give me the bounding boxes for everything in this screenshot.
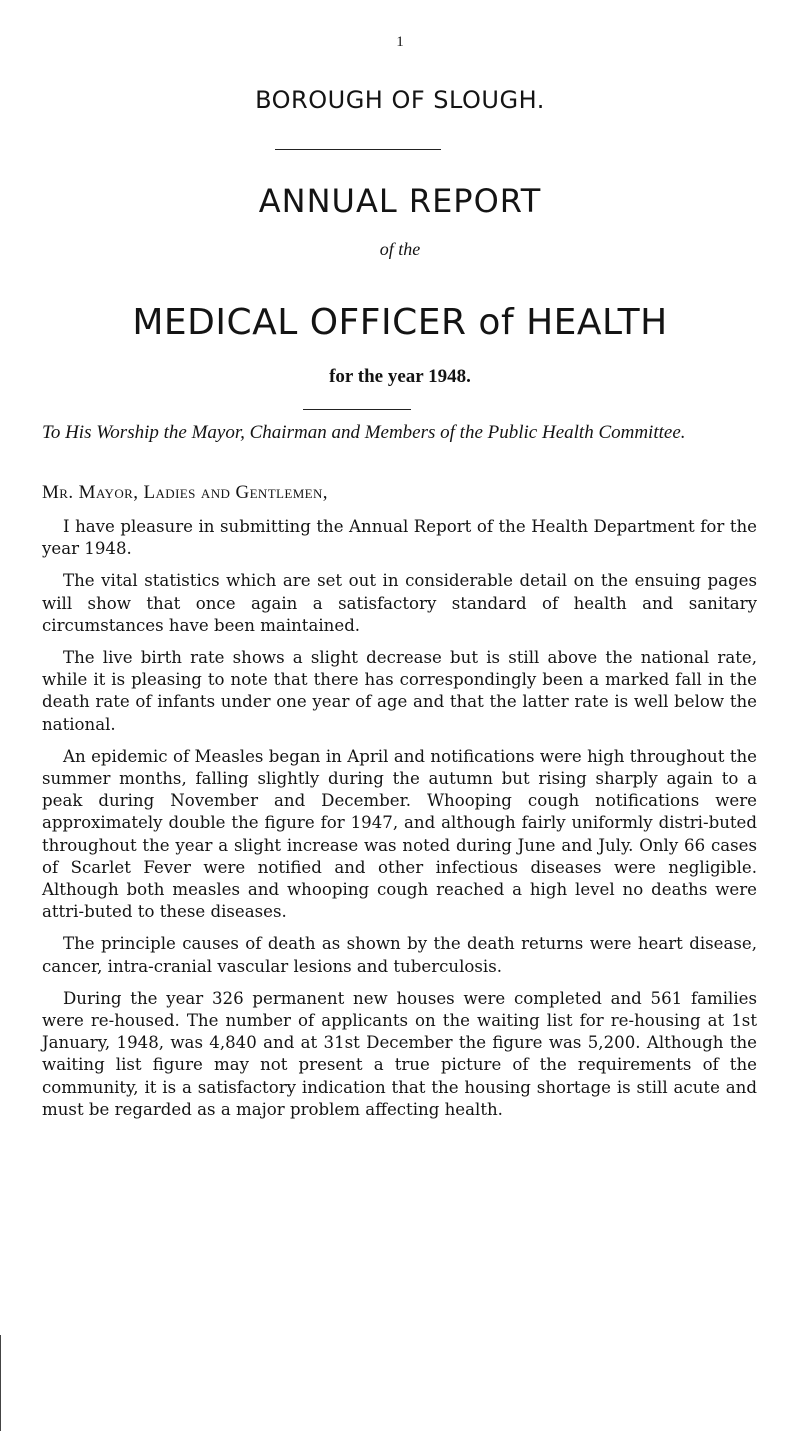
- paragraph-vital-statistics: The vital statistics which are set out in considerable detail on the ensuing pages will show that once again a satisfactory standard of health and sanitary circumstances have been maintained.: [42, 571, 757, 635]
- divider-bottom: [303, 409, 411, 410]
- report-title: ANNUAL REPORT: [258, 182, 542, 220]
- paragraph-birth-rate: The live birth rate shows a slight decrease but is still above the national rate, while it is pleasing to note that there has correspondingly been a marked fall in the death rate of infants under one year of age and that the latter rate is well below the national.: [42, 648, 757, 734]
- paragraph-epidemics: An epidemic of Measles began in April and notifications were high throughout the summer months, falling slightly during the autumn but rising sharply again to a peak during November and December. Whooping cough notifications were approximately double the figure for 1947, and although fairly uniformly distri-buted throughout the year a slight increase was noted during June and July. Only 66 cases of Scarlet Fever were notified and other infectious diseases were negligible. Although both measles and whooping cough reached a high level no deaths were attri-buted to these diseases.: [42, 746, 757, 922]
- address-line: To His Worship the Mayor, Chairman and Members of the Public Health Committee.: [42, 422, 686, 443]
- salutation: Mr. Mayor, Ladies and Gentlemen,: [42, 482, 328, 503]
- page-number: 1: [396, 34, 404, 50]
- borough-title: BOROUGH OF SLOUGH.: [255, 86, 545, 114]
- paragraph-housing: During the year 326 permanent new houses were completed and 561 families were re-housed. The number of applicants on the waiting list for re-housing at 1st January, 1948, was 4,840 and at 31st December the figure was 5,200. Although the waiting list figure may not present a true picture of the requirements of the community, it is a satisfactory indication that the housing shortage is still acute and must be regarded as a major problem affecting health.: [42, 988, 757, 1119]
- report-year: for the year 1948.: [329, 366, 471, 387]
- page-edge-mark: [0, 1335, 1, 1431]
- officer-title: MEDICAL OFFICER of HEALTH: [132, 302, 668, 343]
- paragraph-intro: I have pleasure in submitting the Annual Report of the Health Department for the year 1948.: [42, 517, 757, 559]
- report-body: [42, 516, 757, 1131]
- paragraph-causes-of-death: The principle causes of death as shown by the death returns were heart disease, cancer, intra-cranial vascular lesions and tuberculosis.: [42, 934, 757, 976]
- report-subtitle-of-the: of the: [379, 239, 421, 259]
- divider-top: [275, 149, 441, 150]
